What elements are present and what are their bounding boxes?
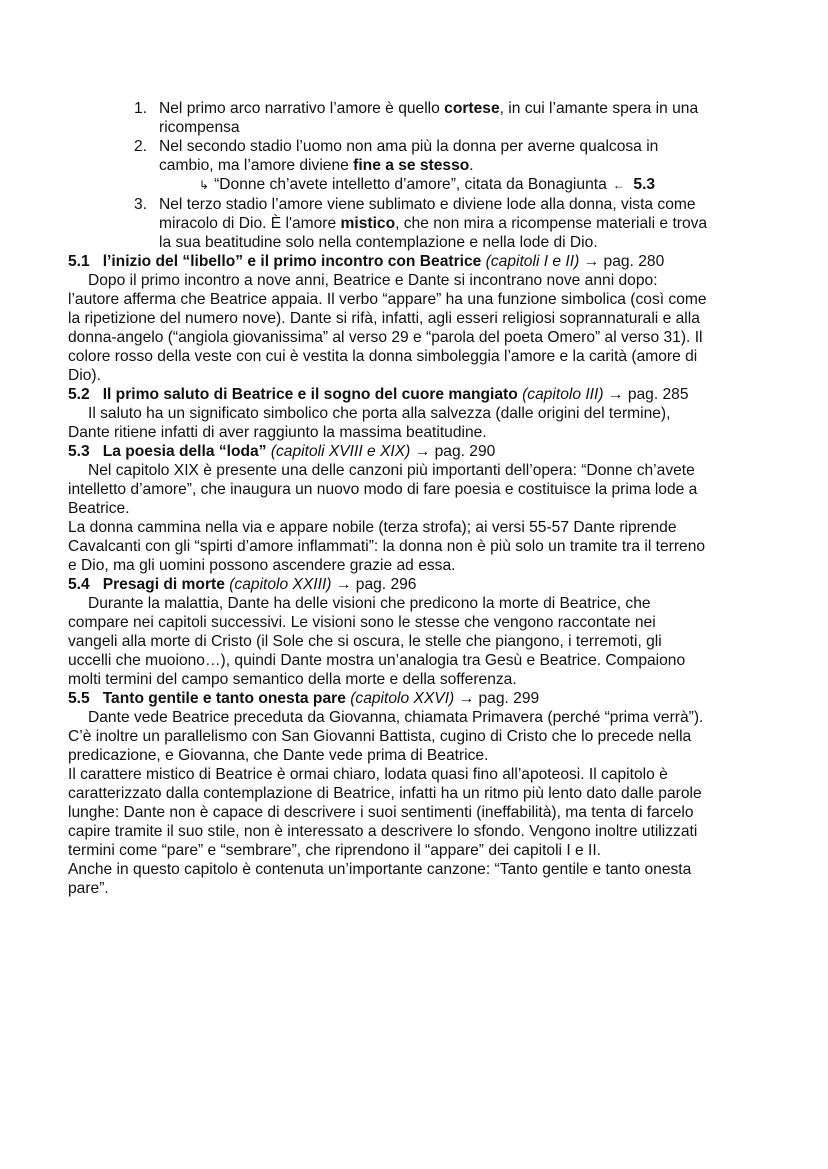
section-chapters: (capitoli I e II)	[485, 253, 580, 270]
section-heading-5-4	[68, 575, 708, 594]
list-item-1	[134, 99, 708, 137]
section-title: l’inizio del “libello” e il primo incontro con Beatrice	[102, 253, 482, 270]
paragraph: Il carattere mistico di Beatrice è ormai chiaro, lodata quasi fino all’apoteosi. Il capitolo è caratterizzato dalla contemplazione di Beatrice, infatti ha un ritmo più lento dato dalle parole lunghe: Dante non è capace di descrivere i suoi sentimenti (ineffabilità), ma tenta di farcelo capire tramite il suo stile, non è interessato a descrivere lo sfondo. Vengono inoltre utilizzati termini come “pare” e “sembrare”, che riprendono il “appare” dei capitoli I e II.	[68, 766, 702, 859]
section-number: 5.5	[68, 690, 90, 707]
list-number: 3.	[134, 196, 148, 213]
section-heading-5-3	[68, 442, 708, 461]
list-bold: mistico	[340, 215, 396, 232]
section-number: 5.2	[68, 386, 90, 403]
paragraph: Il saluto ha un significato simbolico che porta alla salvezza (dalle origini del termine), Dante ritiene infatti di aver raggiunto la massima beatitudine.	[68, 405, 671, 441]
list-text: , in cui l’amante spera in una ricompensa	[159, 100, 699, 136]
document-content	[68, 99, 708, 898]
section-heading-5-1	[68, 252, 708, 271]
section-page-ref: → pag. 290	[414, 443, 496, 460]
list-text: .	[469, 157, 474, 174]
paragraph: Durante la malattia, Dante ha delle visioni che predicono la morte di Beatrice, che compare nei capitoli successivi. Le visioni sono le stesse che vengono raccontate nei vangeli alla morte di Cristo (il Sole che si oscura, le stelle che piangono, i terremoti, gli uccelli che muoiono…), quindi Dante mostra un’analogia tra Gesù e Beatrice. Compaiono molti termini del campo semantico della morte e della sofferenza.	[68, 595, 686, 688]
numbered-list	[68, 99, 708, 252]
section-chapters: (capitolo III)	[522, 386, 604, 403]
list-text: , che non mira a ricompense materiali e trova la sua beatitudine solo nella contemplazione e nella lode di Dio.	[159, 215, 708, 251]
paragraph: Dante vede Beatrice preceduta da Giovanna, chiamata Primavera (perché “prima verrà”). C’è inoltre un parallelismo con San Giovanni Battista, cugino di Cristo che lo precede nella predicazione, e Giovanna, che Dante vede prima di Beatrice.	[68, 709, 704, 764]
section-page-ref: → pag. 299	[458, 690, 540, 707]
list-item-2	[134, 137, 708, 195]
section-page-ref: → pag. 296	[335, 576, 417, 593]
list-number: 1.	[134, 100, 148, 117]
section-page-ref: → pag. 285	[607, 386, 689, 403]
left-arrow-icon: ←	[612, 178, 625, 192]
list-bold: fine a se stesso	[353, 157, 470, 174]
section-page-ref: → pag. 280	[583, 253, 665, 270]
list-text: Nel terzo stadio l’amore viene sublimato e diviene lode alla donna, vista come miracolo di Dio. È l'amore	[159, 196, 696, 232]
section-title: Il primo saluto di Beatrice e il sogno del cuore mangiato	[102, 386, 518, 403]
section-title: La poesia della “loda”	[102, 443, 267, 460]
section-title: Tanto gentile e tanto onesta pare	[102, 690, 346, 707]
list-text: Nel primo arco narrativo l’amore è quello	[159, 100, 445, 117]
section-number: 5.4	[68, 576, 90, 593]
paragraph: Nel capitolo XIX è presente una delle canzoni più importanti dell’opera: “Donne ch’avete intelletto d’amore”, che inaugura un nuovo modo di fare poesia e costituisce la prima lode a Beatrice.	[68, 462, 698, 517]
sub-text: “Donne ch’avete intelletto d’amore”, citata da Bonagiunta	[214, 176, 607, 193]
paragraph: Anche in questo capitolo è contenuta un’importante canzone: “Tanto gentile e tanto onesta pare”.	[68, 861, 692, 897]
section-chapters: (capitolo XXIII)	[229, 576, 332, 593]
sub-item	[159, 175, 708, 195]
section-heading-5-2	[68, 385, 708, 404]
section-chapters: (capitoli XVIII e XIX)	[270, 443, 411, 460]
section-chapters: (capitolo XXVI)	[350, 690, 455, 707]
list-item-3	[134, 195, 708, 252]
section-number: 5.3	[68, 443, 90, 460]
paragraph: Dopo il primo incontro a nove anni, Beatrice e Dante si incontrano nove anni dopo: l’autore afferma che Beatrice appaia. Il verbo “appare” ha una funzione simbolica (così come la ripetizione del numero nove). Dante si rifà, infatti, agli esseri religiosi soprannaturali e alla donna-angelo (“angiola giovanissima” al verso 29 e “parola del poeta Omero” al verso 31). Il colore rosso della veste con cui è vestita la donna simboleggia l’amore e la carità (amore di Dio).	[68, 272, 707, 384]
section-number: 5.1	[68, 253, 90, 270]
section-title: Presagi di morte	[102, 576, 225, 593]
list-text: Nel secondo stadio l’uomo non ama più la donna per averne qualcosa in cambio, ma l’amore diviene	[159, 138, 659, 174]
paragraph: La donna cammina nella via e appare nobile (terza strofa); ai versi 55-57 Dante riprende Cavalcanti con gli “spirti d’amore inflammati”: la donna non è più solo un tramite tra il terreno e Dio, ma gli uomini possono ascendere grazie ad essa.	[68, 519, 706, 574]
return-arrow-icon: ↳	[199, 178, 210, 192]
list-number: 2.	[134, 138, 148, 155]
section-heading-5-5	[68, 689, 708, 708]
list-bold: cortese	[444, 100, 500, 117]
cross-reference: 5.3	[633, 176, 656, 193]
